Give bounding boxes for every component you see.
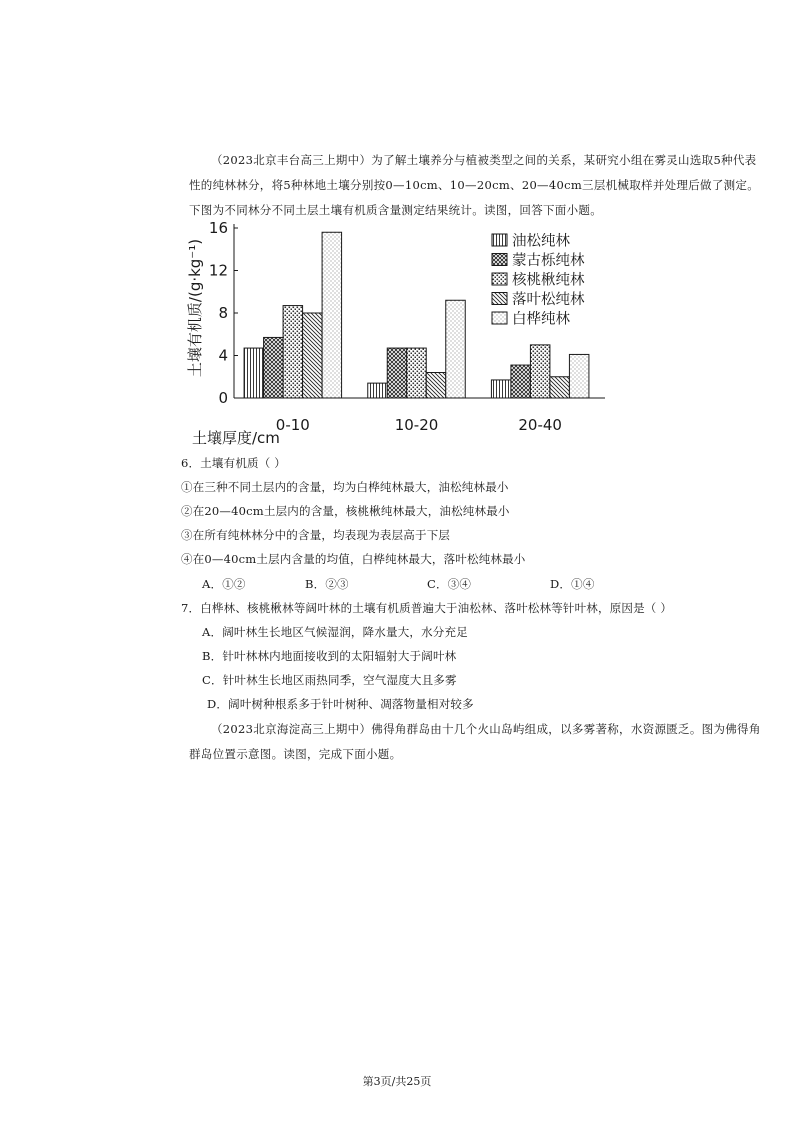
q6-option-d[interactable]: D．①④ <box>550 577 595 591</box>
q7-option-a[interactable]: A．阔叶林生长地区气候湿润，降水量大，水分充足 <box>202 625 468 639</box>
bar-cross-10-20 <box>387 348 407 398</box>
y-tick-label: 0 <box>218 389 228 407</box>
bar-vlines-10-20 <box>368 383 388 398</box>
q6-statement-4: ④在0—40cm土层内含量的均值，白桦纯林最大，落叶松纯林最小 <box>181 552 526 566</box>
intro-paragraph-2: （2023北京海淀高三上期中）佛得角群岛由十几个火山岛屿组成，以多雾著称，水资源匮乏。图为佛得角群岛位置示意图。读图，完成下面小题。 <box>189 722 761 761</box>
x-tick-labels <box>276 416 562 434</box>
bar-diag-20-40 <box>550 377 570 398</box>
bar-stipple-0-10 <box>322 232 342 398</box>
bar-dots-20-40 <box>530 345 550 398</box>
legend-swatch <box>492 234 507 246</box>
x-tick-label: 20-40 <box>518 416 562 434</box>
bar-dots-10-20 <box>407 348 427 398</box>
y-tick-label: 16 <box>208 219 228 237</box>
legend-label: 白桦纯林 <box>512 311 570 328</box>
bar-vlines-0-10 <box>244 348 264 398</box>
q6-statement-1: ①在三种不同土层内的含量，均为白桦纯林最大，油松纯林最小 <box>181 480 509 494</box>
x-tick-label: 10-20 <box>394 416 439 434</box>
legend-label: 蒙古栎纯林 <box>512 253 585 269</box>
legend-label: 落叶松纯林 <box>512 292 585 308</box>
q7-option-d[interactable]: D．阔叶树种根系多于针叶树种、凋落物量相对较多 <box>207 697 474 711</box>
x-axis-label: 土壤厚度/cm <box>192 429 280 447</box>
q7-option-c[interactable]: C．针叶林生长地区雨热同季，空气湿度大且多雾 <box>202 673 457 687</box>
bar-dots-0-10 <box>283 306 303 398</box>
legend-swatch <box>492 312 507 324</box>
bar-diag-10-20 <box>426 373 446 399</box>
y-tick-label: 4 <box>218 346 228 365</box>
bar-stipple-20-40 <box>569 354 589 398</box>
y-tick-label: 12 <box>208 261 228 280</box>
page-footer: 第3页/共25页 <box>362 1075 432 1088</box>
q7-option-b[interactable]: B．针叶林林内地面接收到的太阳辐射大于阔叶林 <box>202 649 457 663</box>
q6-option-a[interactable]: A．①② <box>202 577 246 591</box>
legend-swatch <box>492 273 507 285</box>
q6-statement-3: ③在所有纯林林分中的含量，均表现为表层高于下层 <box>181 528 451 542</box>
q6-option-c[interactable]: C．③④ <box>427 577 472 591</box>
x-tick-label: 0-10 <box>275 416 310 434</box>
bar-cross-0-10 <box>264 337 284 398</box>
y-tick-label: 8 <box>218 304 228 322</box>
bar-vlines-20-40 <box>491 380 511 398</box>
legend-label: 油松纯林 <box>512 233 570 250</box>
bar-cross-20-40 <box>511 365 530 398</box>
intro-paragraph-1: （2023北京丰台高三上期中）为了解土壤养分与植被类型之间的关系，某研究小组在雾灵山选取5种代表性的纯林林分，将5种林地土壤分别按0—10cm、10—20cm、20—40cm三层机械取样并处理后做了测定。下图为不同林分不同土层土壤有机质含量测定结果统计。读图，回答下面小题。 <box>189 153 760 217</box>
q6-option-b[interactable]: B．②③ <box>305 577 349 591</box>
legend-swatch <box>492 293 507 305</box>
q6-statement-2: ②在20—40cm土层内的含量，核桃楸纯林最大，油松纯林最小 <box>181 504 510 518</box>
y-axis-label: 土壤有机质/(g·kg⁻¹) <box>186 238 204 378</box>
bar-diag-0-10 <box>303 313 323 398</box>
question-7-stem: 7．白桦林、核桃楸林等阔叶林的土壤有机质普遍大于油松林、落叶松林等针叶林，原因是（ ） <box>181 601 673 615</box>
soil-organic-matter-chart <box>180 218 620 450</box>
bar-stipple-10-20 <box>446 300 466 398</box>
legend-label: 核桃楸纯林 <box>512 272 585 289</box>
legend-swatch <box>492 254 507 266</box>
chart-legend <box>492 233 585 328</box>
question-6-stem: 6．土壤有机质（ ） <box>181 456 286 470</box>
